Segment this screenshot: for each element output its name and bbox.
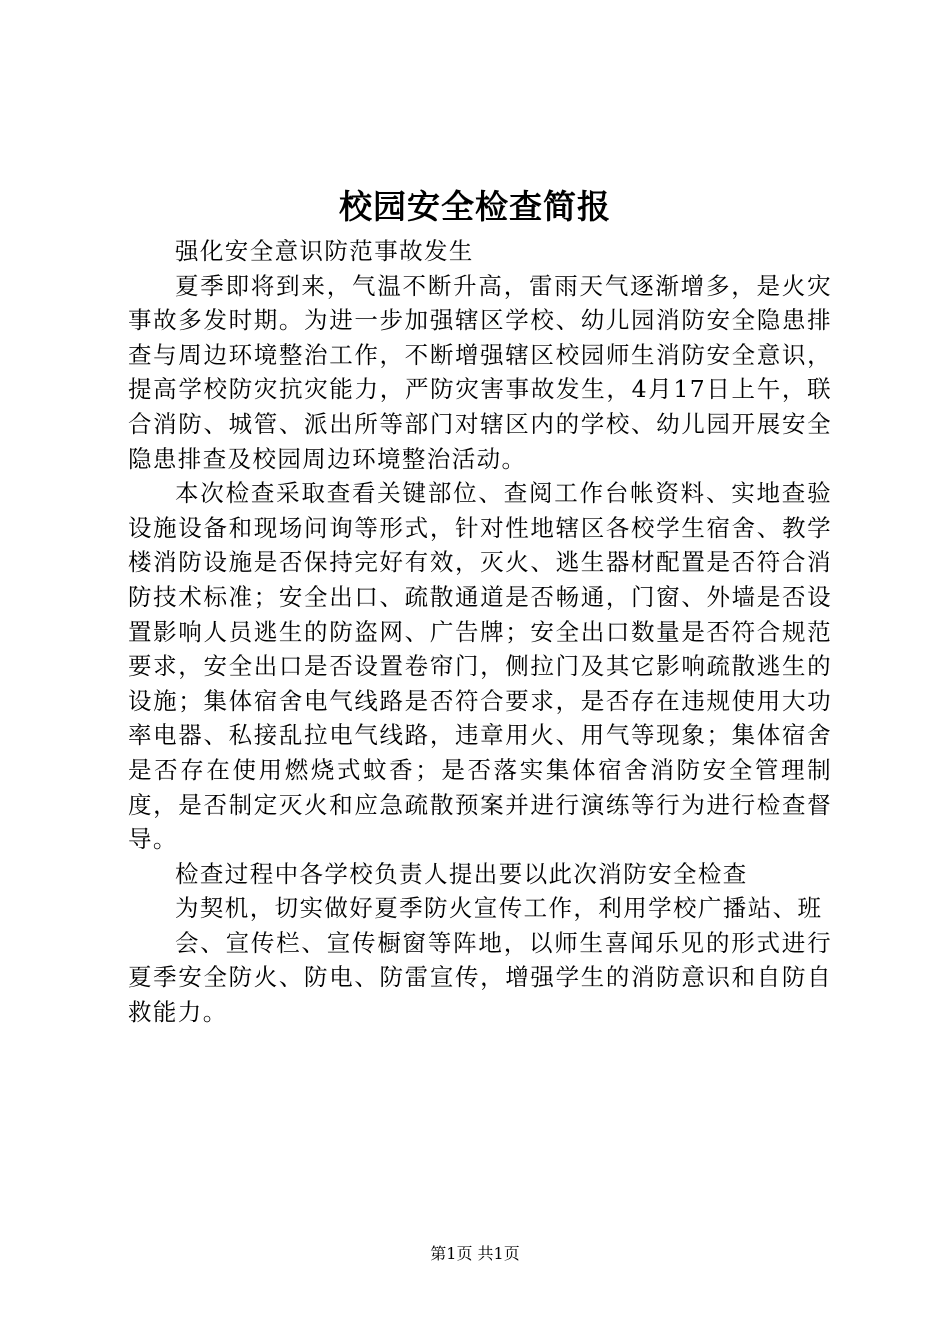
paragraph-process: 检查过程中各学校负责人提出要以此次消防安全检查 <box>175 859 748 888</box>
page-number-footer: 第1页 共1页 <box>430 1244 520 1263</box>
document-title: 校园安全检查简报 <box>339 187 611 226</box>
document-body <box>128 234 832 1030</box>
paragraph-opportunity: 为契机，切实做好夏季防火宣传工作，利用学校广播站、班 <box>175 894 823 923</box>
paragraph-subtitle: 强化安全意识防范事故发生 <box>175 237 474 265</box>
paragraph-publicity: 会、宣传栏、宣传橱窗等阵地，以师生喜闻乐见的形式进行夏季安全防火、防电、防雷宣传，增强学生的消防意识和自防自救能力。 <box>128 928 832 1027</box>
paragraph-intro: 夏季即将到来，气温不断升高，雷雨天气逐渐增多，是火灾事故多发时期。为进一步加强辖区学校、幼儿园消防安全隐患排查与周边环境整治工作，不断增强辖区校园师生消防安全意识，提高学校防灾抗灾能力，严防灾害事故发生，4月17日上午，联合消防、城管、派出所等部门对辖区内的学校、幼儿园开展安全隐患排查及校园周边环境整治活动。 <box>128 271 832 473</box>
paragraph-inspection: 本次检查采取查看关键部位、查阅工作台帐资料、实地查验设施设备和现场问询等形式，针对性地辖区各校学生宿舍、教学楼消防设施是否保持完好有效，灭火、逃生器材配置是否符合消防技术标准；安全出口、疏散通道是否畅通，门窗、外墙是否设置影响人员逃生的防盗网、广告牌；安全出口数量是否符合规范要求，安全出口是否设置卷帘门，侧拉门及其它影响疏散逃生的设施；集体宿舍电气线路是否符合要求，是否存在违规使用大功率电器、私接乱拉电气线路，违章用火、用气等现象；集体宿舍是否存在使用燃烧式蚊香；是否落实集体宿舍消防安全管理制度，是否制定灭火和应急疏散预案并进行演练等行为进行检查督导。 <box>128 479 832 854</box>
